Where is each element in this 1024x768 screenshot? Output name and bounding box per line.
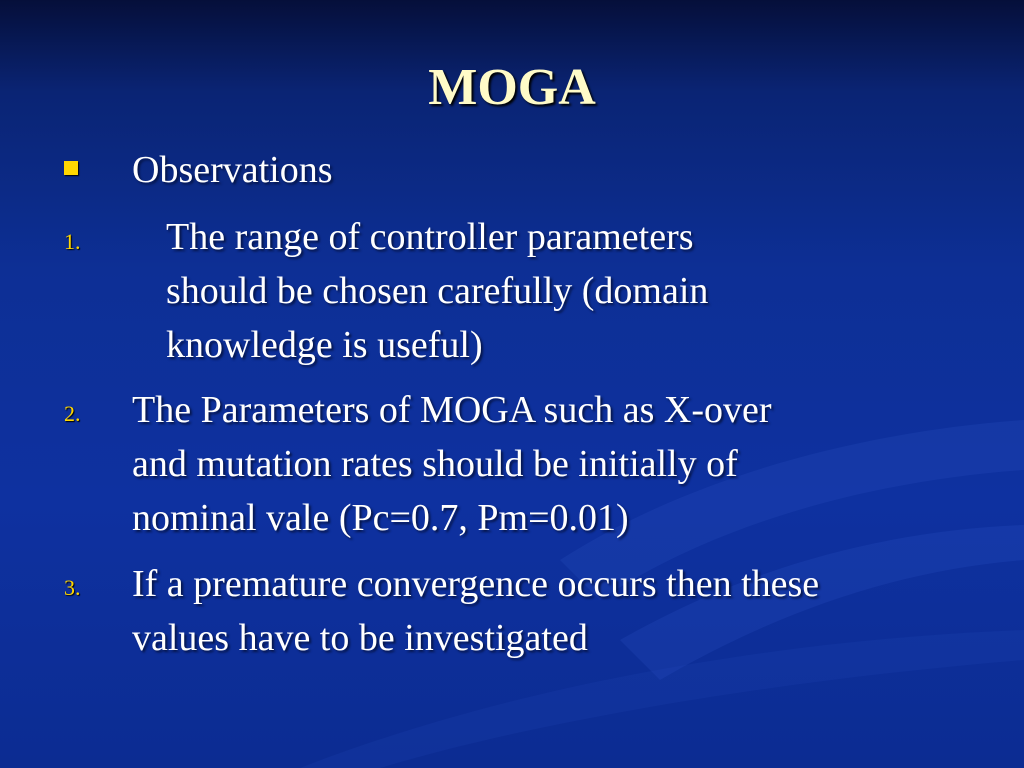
item-2-line: and mutation rates should be initially of xyxy=(132,443,738,485)
item-3-text xyxy=(132,557,819,665)
bullet-observations xyxy=(0,143,1024,197)
item-3-number: 3. xyxy=(64,575,81,600)
item-3-line: values have to be investigated xyxy=(132,617,588,659)
item-3-line: If a premature convergence occurs then these xyxy=(132,563,820,605)
item-1-line: The range of controller parameters xyxy=(166,216,694,258)
item-2-line: nominal vale (Pc=0.7, Pm=0.01) xyxy=(132,497,629,539)
item-1-line: should be chosen carefully (domain xyxy=(166,270,709,312)
square-bullet-icon xyxy=(64,161,78,175)
item-1-text xyxy=(166,210,708,372)
item-2-number: 2. xyxy=(64,401,81,426)
slide-title: MOGA xyxy=(428,59,596,116)
item-1-line: knowledge is useful) xyxy=(166,324,483,366)
item-2-text xyxy=(132,383,772,545)
bullet-label: Observations xyxy=(132,149,333,191)
item-2-line: The Parameters of MOGA such as X-over xyxy=(132,389,772,431)
item-1-number: 1. xyxy=(64,229,81,254)
